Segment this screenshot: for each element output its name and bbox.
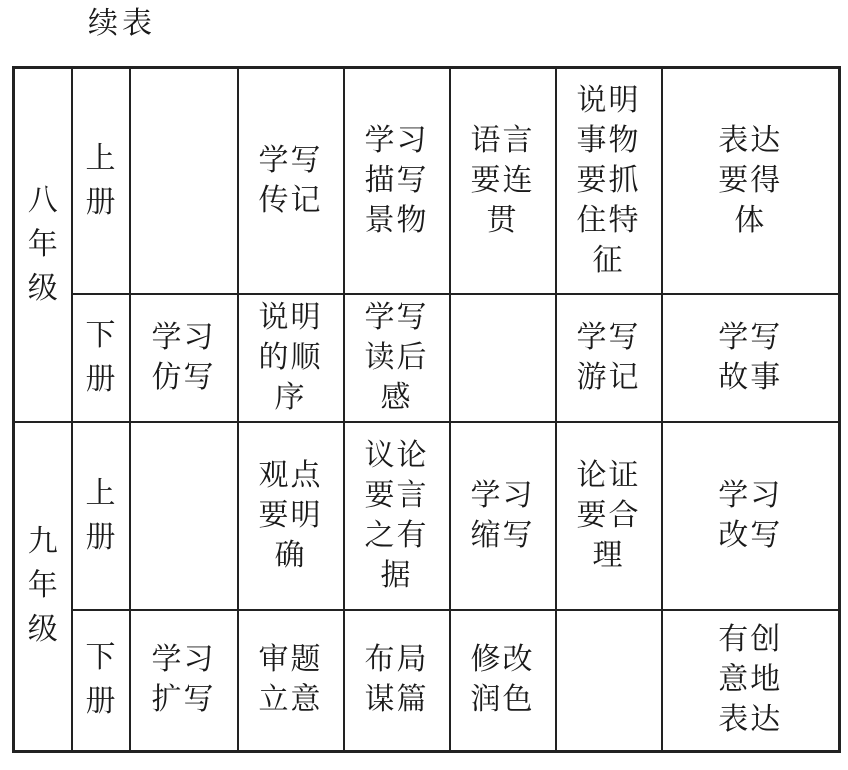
topic-cell — [662, 294, 840, 422]
topic-cell — [344, 294, 450, 422]
topic-cell — [344, 422, 450, 610]
topic-cell — [450, 422, 556, 610]
topic-cell — [662, 610, 840, 752]
topic-cell — [662, 68, 840, 294]
topic-text: 学写游记 — [576, 319, 641, 395]
volume-label: 上册 — [85, 475, 116, 555]
topic-cell — [238, 294, 344, 422]
topic-cell — [556, 422, 662, 610]
topic-text: 语言要连贯 — [470, 122, 535, 238]
topic-cell — [130, 422, 238, 610]
writing-curriculum-table — [12, 66, 841, 753]
topic-text: 布局谋篇 — [364, 642, 429, 718]
topic-cell — [238, 422, 344, 610]
volume-label: 下册 — [85, 317, 116, 397]
topic-text: 说明的顺序 — [258, 299, 323, 415]
topic-text: 学习改写 — [718, 477, 783, 553]
grade-label: 八年级 — [27, 182, 58, 306]
table-row — [14, 610, 840, 752]
volume-cell — [72, 294, 130, 422]
volume-cell — [72, 68, 130, 294]
topic-text: 说明事物要抓住特征 — [576, 82, 641, 278]
topic-text: 表达要得体 — [718, 122, 783, 238]
table-row — [14, 422, 840, 610]
topic-cell — [344, 68, 450, 294]
topic-cell — [130, 68, 238, 294]
topic-text: 审题立意 — [258, 642, 323, 718]
topic-text: 学写读后感 — [364, 299, 429, 415]
topic-cell — [238, 610, 344, 752]
topic-text: 观点要明确 — [258, 457, 323, 573]
grade-label: 九年级 — [27, 524, 58, 648]
topic-text: 学写传记 — [258, 142, 323, 218]
topic-cell — [662, 422, 840, 610]
topic-cell — [130, 294, 238, 422]
volume-label: 上册 — [85, 140, 116, 220]
topic-text: 学习仿写 — [151, 319, 216, 395]
table-row — [14, 68, 840, 294]
grade-cell — [14, 68, 72, 422]
topic-cell — [238, 68, 344, 294]
topic-text: 议论要言之有据 — [364, 437, 429, 593]
topic-cell — [130, 610, 238, 752]
topic-cell — [450, 610, 556, 752]
table-row — [14, 294, 840, 422]
topic-cell — [450, 294, 556, 422]
topic-cell — [450, 68, 556, 294]
topic-cell — [556, 68, 662, 294]
volume-cell — [72, 610, 130, 752]
topic-text: 学习缩写 — [470, 477, 535, 553]
volume-cell — [72, 422, 130, 610]
topic-text: 学写故事 — [718, 319, 783, 395]
volume-label: 下册 — [85, 640, 116, 720]
table-caption: 续表 — [88, 6, 156, 41]
topic-cell — [344, 610, 450, 752]
topic-cell — [556, 294, 662, 422]
topic-text: 学习描写景物 — [364, 122, 429, 238]
grade-cell — [14, 422, 72, 752]
topic-text: 有创意地表达 — [718, 622, 783, 738]
topic-text: 学习扩写 — [151, 642, 216, 718]
topic-text: 修改润色 — [470, 642, 535, 718]
topic-text: 论证要合理 — [576, 457, 641, 573]
topic-cell — [556, 610, 662, 752]
